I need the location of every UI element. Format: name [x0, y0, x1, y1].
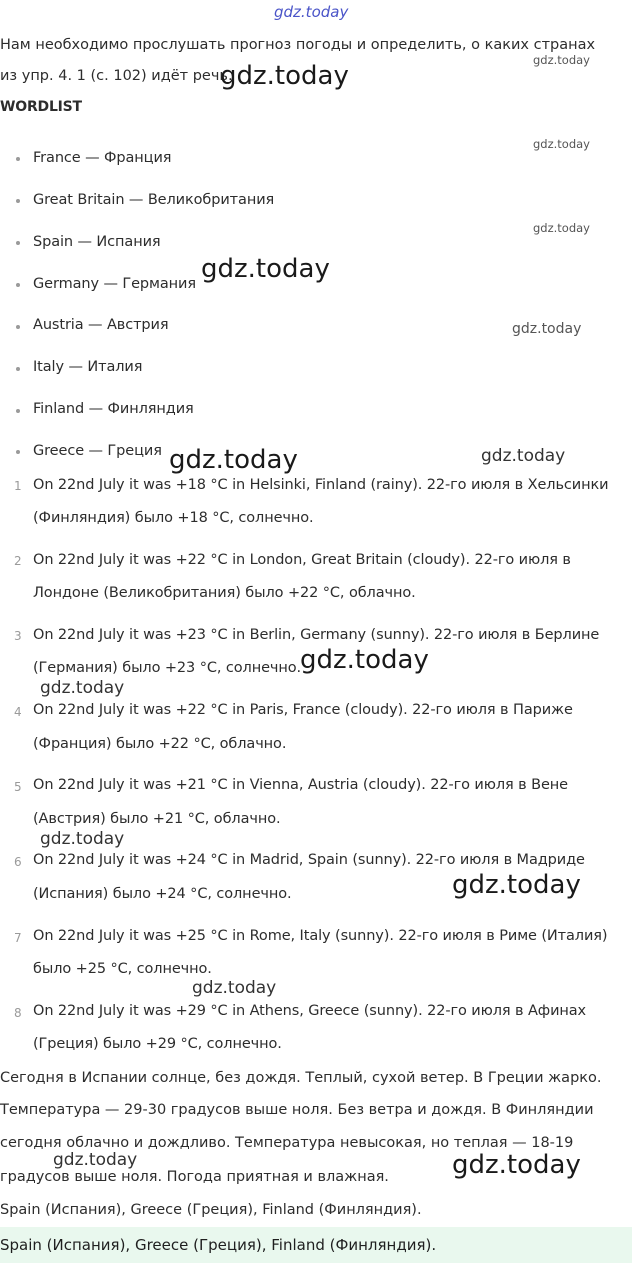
sentence-line: On 22nd July it was +22 °C in Paris, France (cloudy). 22-го июля в Париже	[33, 702, 573, 718]
watermark-top: gdz.today	[274, 3, 349, 21]
sentence-line: было +25 °C, солнечно.	[33, 961, 212, 977]
sentence-number: 7	[14, 931, 22, 945]
wordlist-item: Great Britain — Великобритания	[33, 192, 275, 208]
sentence-number: 2	[14, 554, 22, 568]
sentence-number: 5	[14, 780, 22, 794]
bullet-icon	[16, 157, 20, 161]
watermark: gdz.today	[53, 1150, 138, 1170]
sentence-line: (Франция) было +22 °C, облачно.	[33, 736, 287, 752]
sentence-number: 4	[14, 705, 22, 719]
bullet-icon	[16, 283, 20, 287]
sentence-line: (Финляндия) было +18 °C, солнечно.	[33, 510, 314, 526]
sentence-number: 6	[14, 855, 22, 869]
bullet-icon	[16, 450, 20, 454]
watermark: gdz.today	[220, 61, 349, 91]
sentence-line: On 22nd July it was +21 °C in Vienna, Austria (cloudy). 22-го июля в Вене	[33, 777, 568, 793]
forecast-line-3: сегодня облачно и дождливо. Температура невысокая, но теплая — 18-19	[0, 1135, 574, 1151]
wordlist-item: Austria — Австрия	[33, 317, 169, 333]
sentence-line: On 22nd July it was +29 °C in Athens, Greece (sunny). 22-го июля в Афинах	[33, 1003, 587, 1019]
watermark: gdz.today	[192, 978, 277, 998]
forecast-line-4: градусов выше ноля. Погода приятная и влажная.	[0, 1169, 389, 1185]
watermark: gdz.today	[40, 829, 125, 849]
wordlist-item: Finland — Финляндия	[33, 401, 194, 417]
wordlist-item: Italy — Италия	[33, 359, 143, 375]
answer-text: Spain (Испания), Greece (Греция), Finland (Финляндия).	[0, 1236, 437, 1254]
watermark: gdz.today	[481, 446, 566, 466]
forecast-line-2: Температура — 29-30 градусов выше ноля. Без ветра и дождя. В Финляндии	[0, 1102, 594, 1118]
sentence-number: 8	[14, 1006, 22, 1020]
watermark: gdz.today	[512, 321, 582, 337]
bullet-icon	[16, 241, 20, 245]
sentence-line: On 22nd July it was +18 °C in Helsinki, Finland (rainy). 22-го июля в Хельсинки	[33, 477, 609, 493]
sentence-line: On 22nd July it was +25 °C in Rome, Italy (sunny). 22-го июля в Риме (Италия)	[33, 928, 608, 944]
watermark: gdz.today	[533, 221, 590, 235]
watermark: gdz.today	[452, 870, 581, 900]
conclusion: Spain (Испания), Greece (Греция), Finland (Финляндия).	[0, 1202, 422, 1218]
sentence-number: 1	[14, 479, 22, 493]
watermark: gdz.today	[169, 445, 298, 475]
sentence-line: (Испания) было +24 °C, солнечно.	[33, 886, 292, 902]
sentence-line: On 22nd July it was +22 °C in London, Great Britain (cloudy). 22-го июля в	[33, 552, 571, 568]
forecast-line-1: Сегодня в Испании солнце, без дождя. Теплый, сухой ветер. В Греции жарко.	[0, 1070, 602, 1086]
watermark: gdz.today	[201, 254, 330, 284]
sentence-line: (Австрия) было +21 °C, облачно.	[33, 811, 281, 827]
sentence-line: (Греция) было +29 °C, солнечно.	[33, 1036, 282, 1052]
bullet-icon	[16, 367, 20, 371]
wordlist-item: Spain — Испания	[33, 234, 161, 250]
sentence-number: 3	[14, 629, 22, 643]
watermark: gdz.today	[533, 53, 590, 67]
wordlist-item: Greece — Греция	[33, 443, 162, 459]
bullet-icon	[16, 199, 20, 203]
wordlist-title: WORDLIST	[0, 99, 82, 115]
watermark: gdz.today	[40, 678, 125, 698]
sentence-line: On 22nd July it was +24 °C in Madrid, Spain (sunny). 22-го июля в Мадриде	[33, 852, 585, 868]
wordlist-item: Germany — Германия	[33, 276, 196, 292]
watermark: gdz.today	[533, 137, 590, 151]
sentence-line: Лондоне (Великобритания) было +22 °C, облачно.	[33, 585, 416, 601]
bullet-icon	[16, 325, 20, 329]
bullet-icon	[16, 409, 20, 413]
sentence-line: On 22nd July it was +23 °C in Berlin, Germany (sunny). 22-го июля в Берлине	[33, 627, 600, 643]
sentence-line: (Германия) было +23 °C, солнечно.	[33, 660, 302, 676]
intro-line-2: из упр. 4. 1 (с. 102) идёт речь.	[0, 68, 233, 84]
watermark: gdz.today	[300, 645, 429, 675]
watermark: gdz.today	[452, 1150, 581, 1180]
wordlist-item: France — Франция	[33, 150, 172, 166]
intro-line-1: Нам необходимо прослушать прогноз погоды и определить, о каких странах	[0, 37, 596, 53]
